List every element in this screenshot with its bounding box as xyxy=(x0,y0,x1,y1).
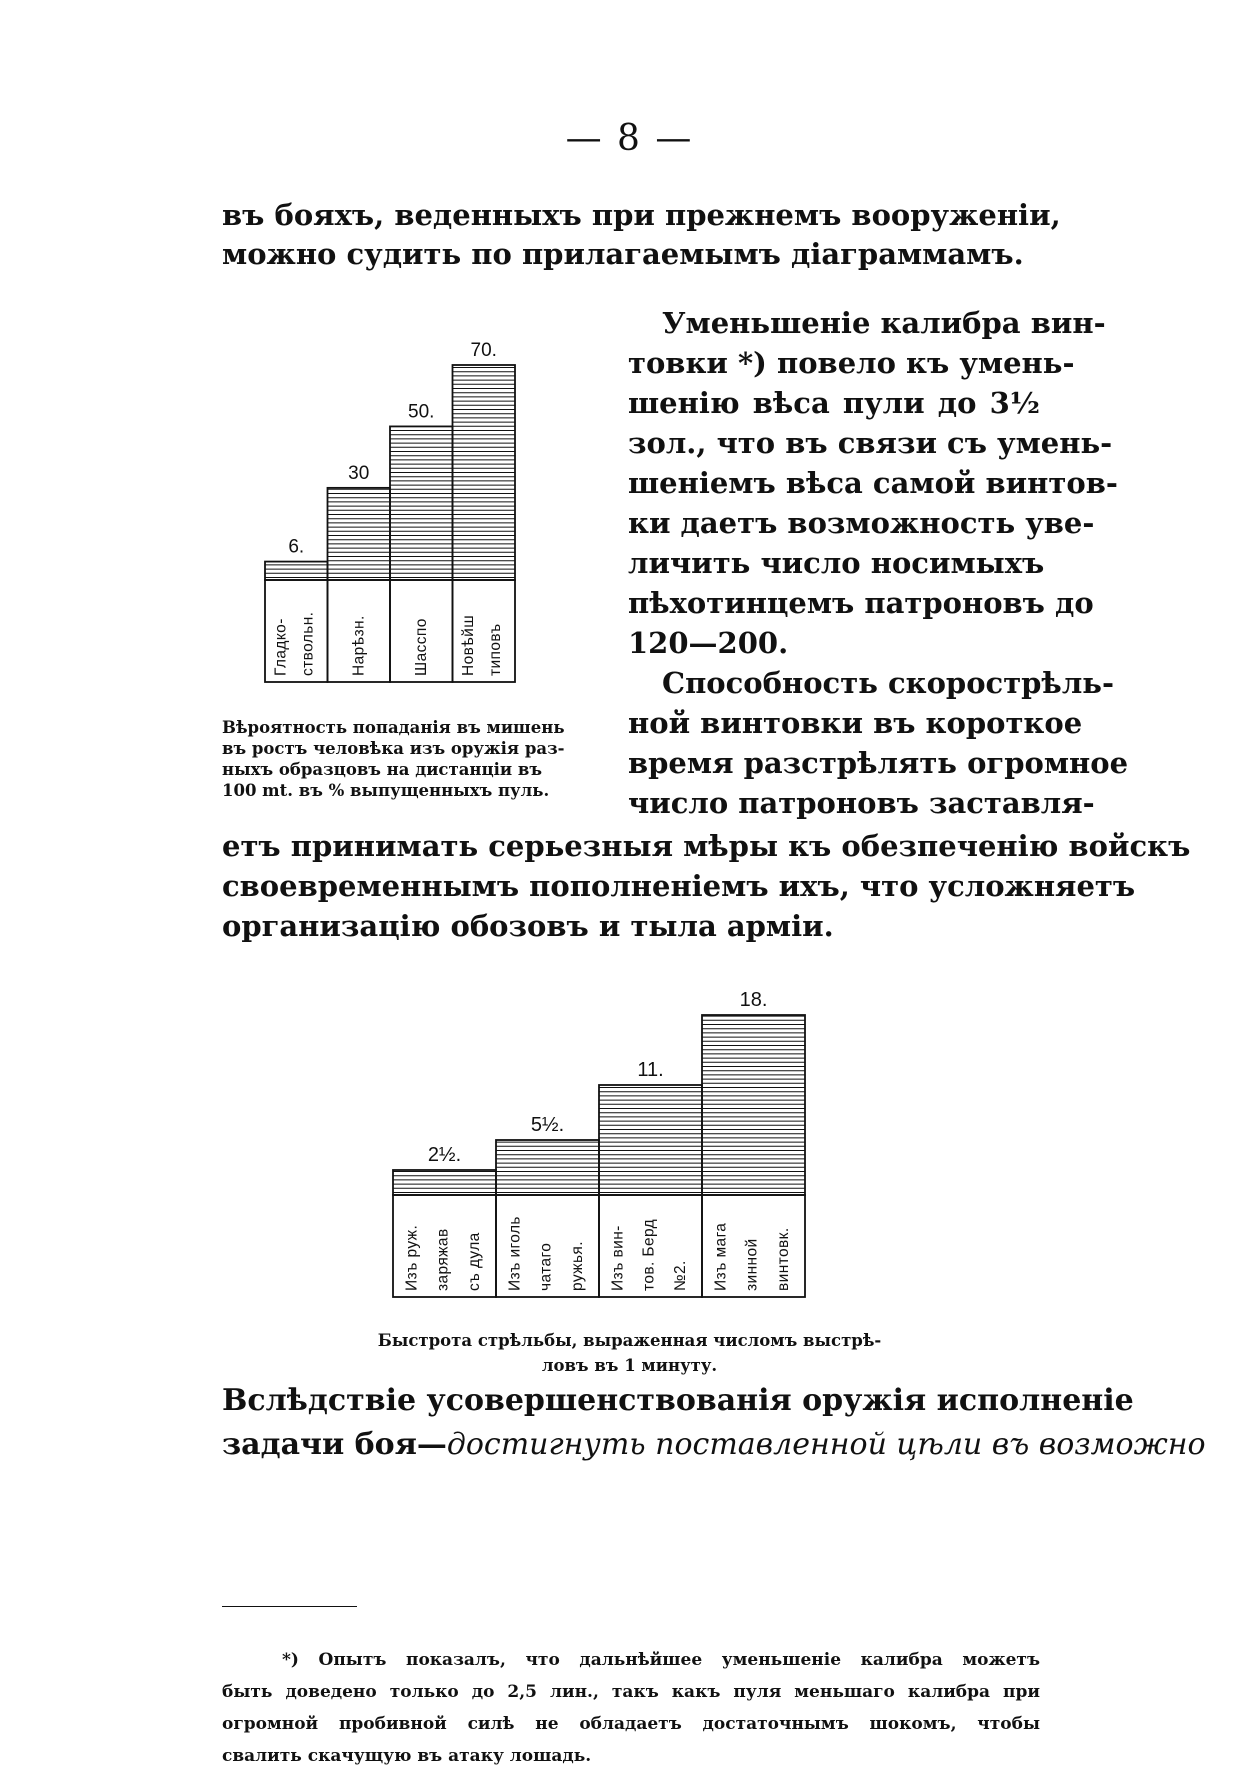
bar-3 xyxy=(702,1015,805,1195)
category-label: Изъ мага xyxy=(712,1222,730,1291)
body-line: етъ принимать серьезныя мѣры къ обезпеченію войскъ xyxy=(222,829,1191,863)
footnote-line: свалить скачущую въ атаку лошадь. xyxy=(222,1746,592,1766)
bar-outline xyxy=(702,1015,805,1195)
footnote xyxy=(222,1650,1040,1778)
right-line: зол., что въ связи съ умень- xyxy=(628,426,1113,460)
page-number: — 8 — xyxy=(565,118,694,159)
intro-line-1: въ бояхъ, веденныхъ при прежнемъ вооруженіи, xyxy=(222,198,1061,232)
chart1-caption-line: въ ростъ человѣка изъ оружія раз- xyxy=(222,739,565,758)
right-column xyxy=(628,306,1129,826)
closing-italic: достигнуть поставленной цѣли въ возможно xyxy=(446,1427,1206,1462)
right-line: ки даетъ возможность уве- xyxy=(628,506,1095,540)
value-label: 2½. xyxy=(427,1144,462,1166)
footnote-separator xyxy=(222,1606,357,1607)
bar-0 xyxy=(393,1170,496,1195)
category-label: ствольн. xyxy=(299,611,317,676)
value-label: 50. xyxy=(408,401,435,423)
category-label: Новѣйш xyxy=(459,614,477,676)
value-label: 70. xyxy=(470,340,497,361)
footnote-line: быть доведено только до 2,5 лин., такъ какъ пуля меньшаго калибра при xyxy=(222,1682,1040,1702)
right-line: Способность скорострѣль- xyxy=(662,666,1114,700)
bar-outline xyxy=(393,1170,496,1195)
category-label: №2. xyxy=(671,1260,689,1291)
category-label: винтовк. xyxy=(774,1227,792,1291)
chart1-caption-line: ныхъ образцовъ на дистанціи въ xyxy=(222,760,543,779)
closing-line-1: Вслѣдствіе усовершенствованія оружія исполненіе xyxy=(222,1383,1134,1418)
closing-line-2 xyxy=(222,1427,1206,1462)
value-label: 18. xyxy=(739,989,768,1011)
category-label: ружья. xyxy=(568,1241,586,1291)
bar-2 xyxy=(599,1085,702,1195)
value-label: 6. xyxy=(288,536,305,558)
category-label: Изъ руж. xyxy=(403,1224,421,1291)
category-label: типовъ xyxy=(487,623,505,676)
bar-1 xyxy=(496,1140,599,1195)
category-label: Нарѣзн. xyxy=(350,615,368,676)
category-label: зинной xyxy=(743,1238,761,1291)
chart-rate-of-fire xyxy=(380,955,880,1315)
right-line: ной винтовки въ короткое xyxy=(628,706,1083,740)
chart1-caption-line: Вѣроятность попаданія въ мишень xyxy=(222,718,565,737)
footnote-line: *) Опытъ показалъ, что дальнѣйшее уменьшеніе калибра можетъ xyxy=(282,1650,1040,1670)
value-label: 5½. xyxy=(530,1114,565,1136)
category-label: заряжав xyxy=(434,1228,452,1291)
right-line: Уменьшеніе калибра вин- xyxy=(662,306,1106,340)
right-line: товки *) повело къ умень- xyxy=(628,346,1075,380)
right-line: шенію вѣса пули до 3½ xyxy=(628,386,1040,420)
value-label: 11. xyxy=(637,1059,664,1081)
category-label: съ дула xyxy=(465,1232,483,1291)
bar-0 xyxy=(265,562,328,580)
right-line: пѣхотинцемъ патроновъ до xyxy=(628,586,1094,620)
chart2-caption xyxy=(0,1328,1259,1378)
bar-1 xyxy=(328,488,391,580)
body-line: организацію обозовъ и тыла арміи. xyxy=(222,909,834,943)
category-label: чатаго xyxy=(537,1242,555,1291)
chart2-caption-line: Быстрота стрѣльбы, выраженная числомъ выстрѣ- xyxy=(377,1331,882,1350)
closing-bold: задачи боя— xyxy=(222,1427,447,1462)
category-label: Изъ вин- xyxy=(609,1225,627,1291)
bar-3 xyxy=(453,365,516,580)
category-label: Изъ иголь xyxy=(506,1216,524,1291)
right-line: личить число носимыхъ xyxy=(628,546,1045,580)
chart2-caption-line: ловъ въ 1 минуту. xyxy=(541,1356,718,1375)
right-line: 120—200. xyxy=(628,626,789,660)
category-label: Шасспо xyxy=(413,618,431,676)
value-label: 30 xyxy=(348,462,370,484)
chart-hit-probability xyxy=(250,300,570,710)
right-line: шеніемъ вѣса самой винтов- xyxy=(628,466,1118,500)
body-line: своевременнымъ пополненіемъ ихъ, что усложняетъ xyxy=(222,869,1136,903)
chart1-caption-line: 100 mt. въ % выпущенныхъ пуль. xyxy=(222,781,550,800)
category-label: тов. Берд xyxy=(640,1218,658,1291)
right-line: число патроновъ заставля- xyxy=(628,786,1095,820)
bar-outline xyxy=(599,1085,702,1195)
bar-2 xyxy=(390,426,453,580)
right-line: время разстрѣлять огромное xyxy=(628,746,1129,780)
intro-line-2: можно судить по прилагаемымъ діаграммамъ. xyxy=(222,237,1024,271)
footnote-line: огромной пробивной силѣ не обладаетъ достаточнымъ шокомъ, чтобы xyxy=(222,1714,1040,1734)
chart1-caption xyxy=(222,717,565,801)
category-label: Гладко- xyxy=(272,618,290,676)
